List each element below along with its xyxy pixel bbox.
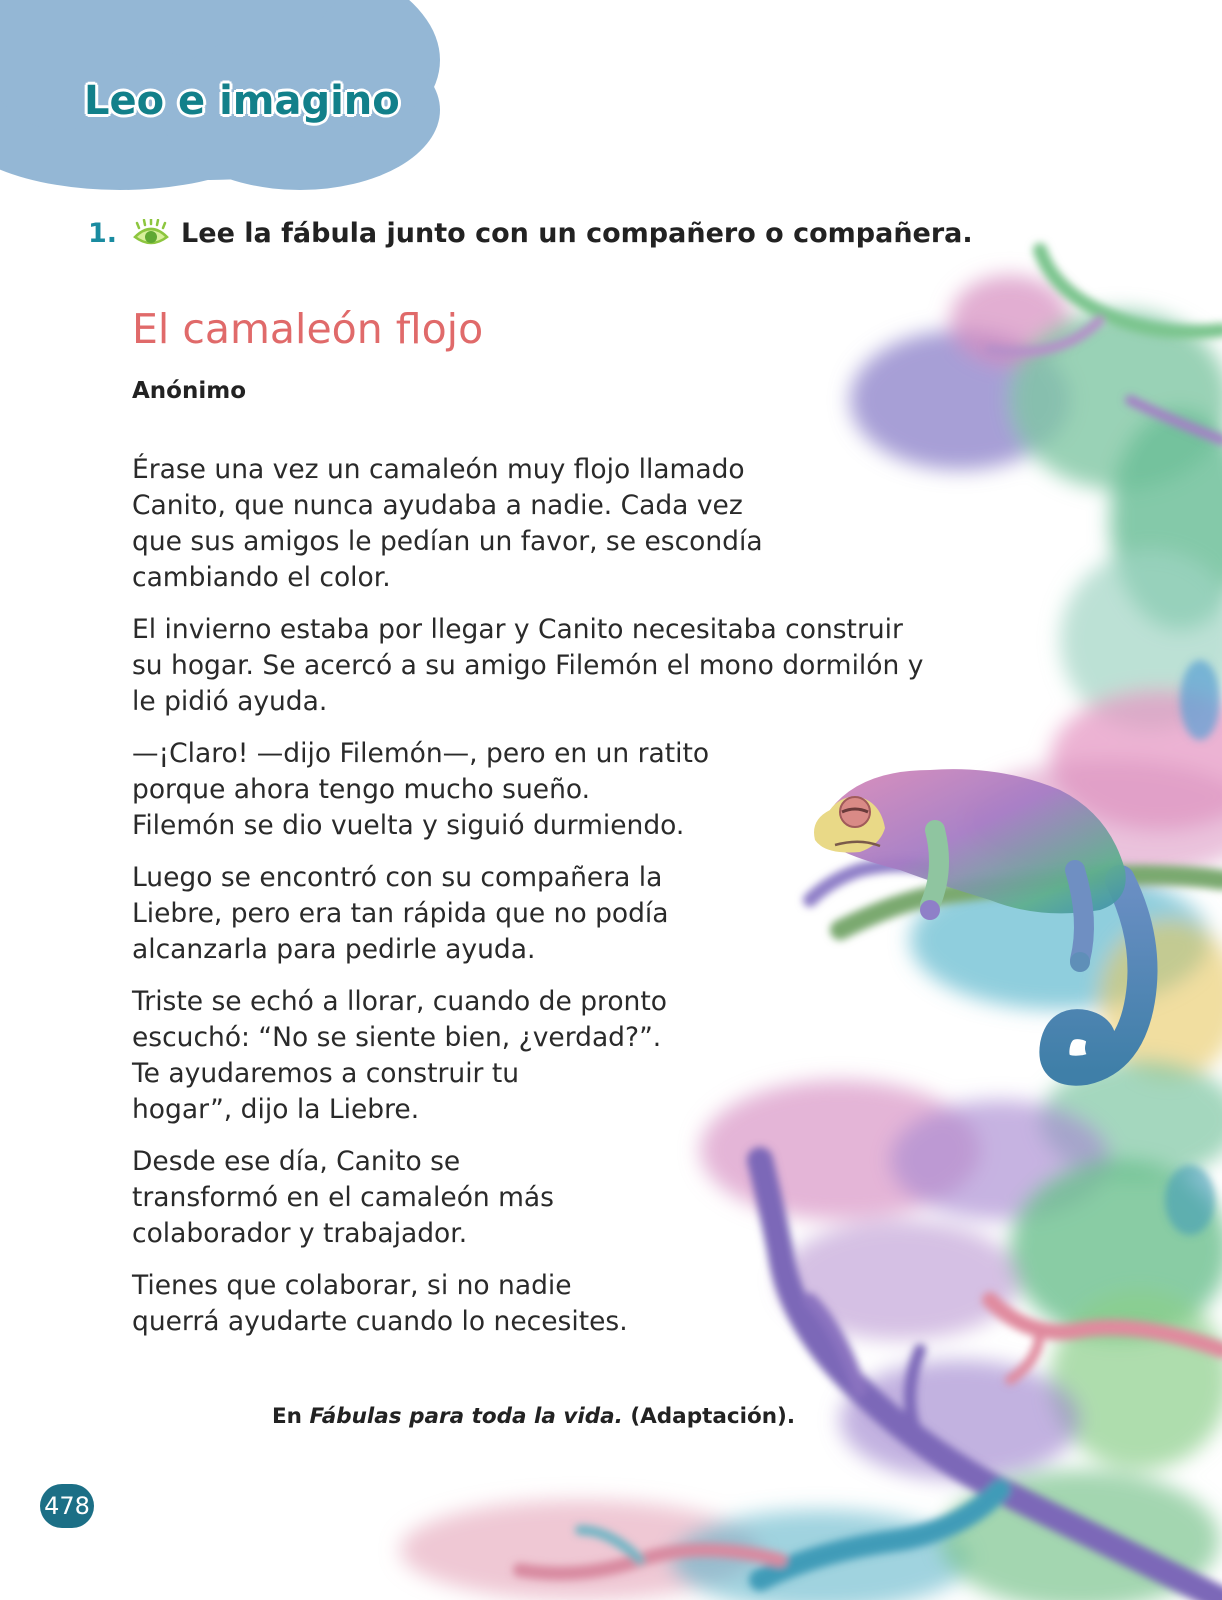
story-title: El camaleón flojo	[132, 305, 484, 353]
story-paragraph: Desde ese día, Canito se transformó en el camaleón más colaborador y trabajador.	[132, 1146, 554, 1249]
story-paragraph: Luego se encontró con su compañera la Liebre, pero era tan rápida que no podía alcanzarla para pedirle ayuda.	[132, 862, 669, 965]
activity-instruction	[88, 218, 973, 249]
activity-number: 1.	[88, 218, 118, 249]
story-paragraph: Érase una vez un camaleón muy flojo llamado Canito, que nunca ayudaba a nadie. Cada vez que sus amigos le pedían un favor, se escondía cambiando el color.	[132, 454, 763, 593]
story-author: Anónimo	[132, 378, 247, 404]
source-suffix: (Adaptación).	[630, 1404, 796, 1429]
source-book-title: Fábulas para toda la vida.	[309, 1404, 623, 1429]
story-paragraph: Tienes que colaborar, si no nadie querrá ayudarte cuando lo necesites.	[132, 1270, 628, 1337]
section-title: Leo e imagino	[84, 78, 400, 124]
instruction-text: Lee la fábula junto con un compañero o compañera.	[181, 218, 973, 249]
eye-icon	[131, 219, 171, 249]
story-paragraph: —¡Claro! —dijo Filemón—, pero en un ratito porque ahora tengo mucho sueño. Filemón se dio vuelta y siguió durmiendo.	[132, 738, 710, 841]
story-paragraph: El invierno estaba por llegar y Canito necesitaba construir su hogar. Se acercó a su amigo Filemón el mono dormilón y le pidió ayuda.	[132, 614, 924, 717]
source-citation	[272, 1404, 795, 1429]
story-body	[132, 452, 992, 1356]
source-prefix: En	[272, 1404, 302, 1429]
page-number: 478	[40, 1484, 94, 1528]
story-paragraph: Triste se echó a llorar, cuando de pronto escuchó: “No se siente bien, ¿verdad?”. Te ayudaremos a construir tu hogar”, dijo la Liebre.	[132, 986, 667, 1125]
